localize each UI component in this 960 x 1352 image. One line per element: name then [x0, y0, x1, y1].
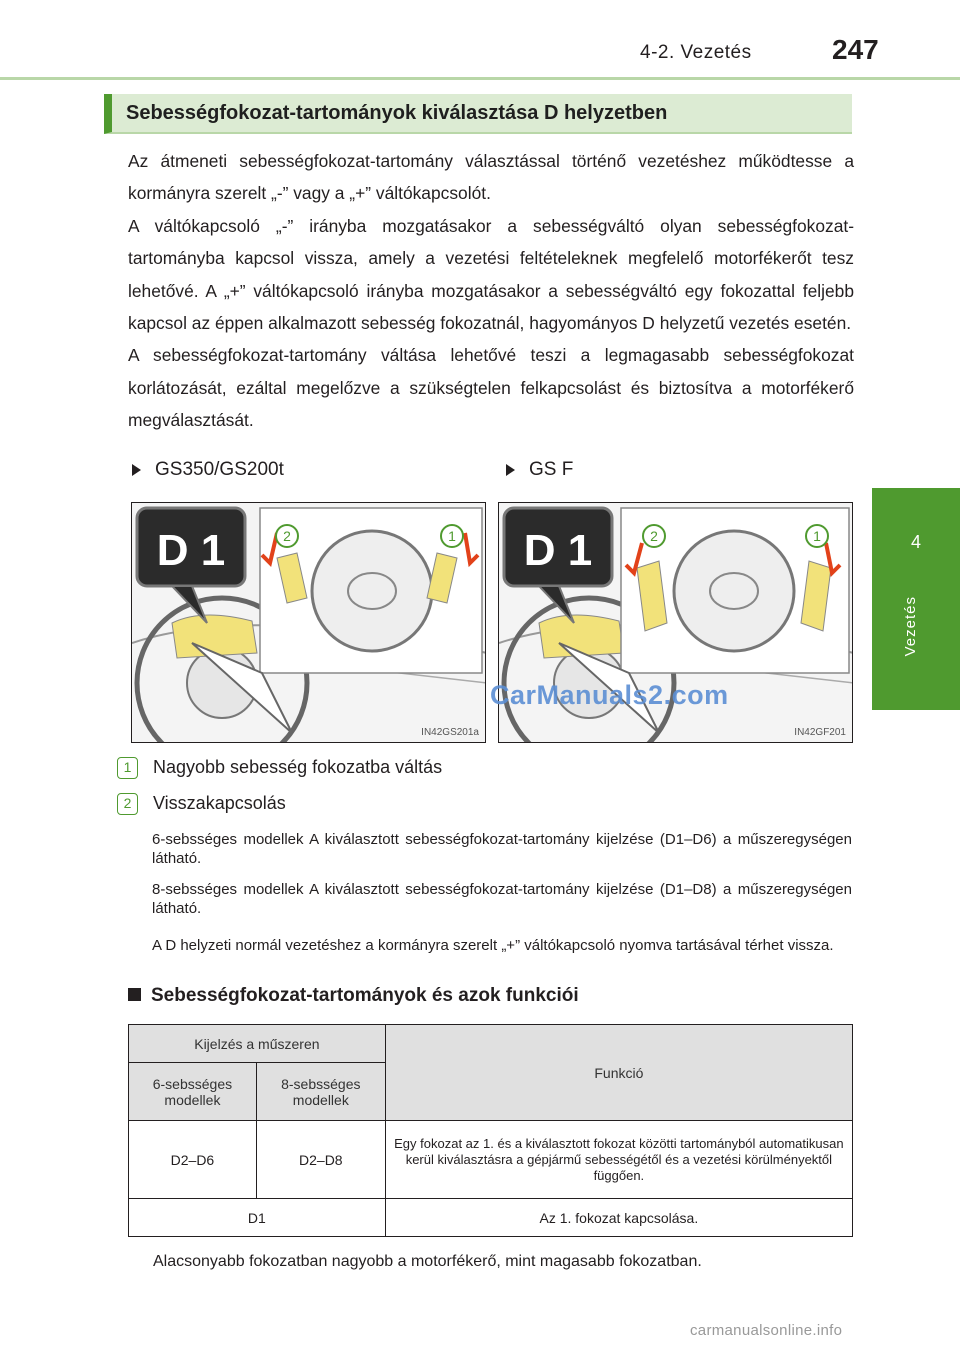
- table-header-6speed: 6-sebsséges modellek: [129, 1063, 257, 1121]
- subsection-heading: Sebességfokozat-tartományok és azok funkciói: [128, 985, 579, 1007]
- list-item: [117, 757, 443, 779]
- header-section: 4-2. Vezetés: [640, 42, 752, 63]
- function-table: [128, 1024, 853, 1237]
- page-number: 247: [832, 34, 879, 65]
- number-badge: 1: [117, 757, 138, 779]
- list-item: [117, 793, 286, 815]
- item-text: Visszakapcsolás: [153, 793, 286, 813]
- table-cell: D2–D8: [256, 1121, 385, 1199]
- figure-code: IN42GF201: [794, 727, 846, 738]
- gear-display: D 1: [523, 526, 593, 575]
- table-cell: Az 1. fokozat kapcsolása.: [385, 1199, 852, 1237]
- note: A D helyzeti normál vezetéshez a kormányra szerelt „+” váltókapcsoló nyomva tartásával térhet vissza.: [152, 937, 834, 954]
- body-paragraph: Az átmeneti sebességfokozat-tartomány választással történő vezetéshez működtesse a kormányra szerelt „-” vagy a „+” váltókapcsolót.: [128, 151, 854, 204]
- section-title: Sebességfokozat-tartományok kiválasztása D helyzetben: [126, 102, 668, 124]
- steering-wheel-illustration: [132, 503, 486, 743]
- watermark: CarManuals2.com: [490, 680, 729, 710]
- callout-1: 1: [448, 528, 456, 544]
- triangle-bullet-icon: [132, 464, 141, 476]
- variant-label-gs350: GS350/GS200t: [132, 459, 284, 481]
- body-text: [128, 145, 854, 437]
- square-bullet-icon: [128, 988, 141, 1001]
- figure-code: IN42GS201a: [421, 727, 479, 738]
- note: 6-sebsséges modellek A kiválasztott sebességfokozat-tartomány kijelzése (D1–D6) a műszeregységen látható.: [152, 831, 852, 867]
- note: 8-sebsséges modellek A kiválasztott sebességfokozat-tartomány kijelzése (D1–D8) a műszeregységen látható.: [152, 881, 852, 917]
- footer-note: Alacsonyabb fokozatban nagyobb a motorfékerő, mint magasabb fokozatban.: [153, 1253, 702, 1270]
- header-divider: [0, 77, 960, 80]
- section-heading: [104, 94, 852, 134]
- gear-display: D 1: [156, 526, 226, 575]
- table-cell: Egy fokozat az 1. és a kiválasztott fokozat közötti tartományból automatikusan kerül kiválasztásra a gépjármű sebességétől és a vezetési körülményektől függően.: [385, 1121, 852, 1199]
- table-cell: D1: [129, 1199, 386, 1237]
- footer-logo: carmanualsonline.info: [690, 1322, 843, 1339]
- body-paragraph: A sebességfokozat-tartomány váltása lehetővé teszi a legmagasabb sebességfokozat korlátozását, ezáltal megelőzve a szükségtelen felkapcsolást és biztosítva a motorfékerő megválasztását.: [128, 345, 854, 431]
- table-header-display: Kijelzés a műszeren: [129, 1025, 386, 1063]
- table-header-8speed: 8-sebsséges modellek: [256, 1063, 385, 1121]
- table-header-function: Funkció: [385, 1025, 852, 1121]
- variant-label-gsf: GS F: [506, 459, 573, 481]
- figure-gs350-steering-wheel: [131, 502, 486, 743]
- callout-2: 2: [650, 528, 658, 544]
- item-text: Nagyobb sebesség fokozatba váltás: [153, 757, 443, 777]
- callout-2: 2: [283, 528, 291, 544]
- chapter-number: 4: [910, 532, 921, 552]
- table-cell: D2–D6: [129, 1121, 257, 1199]
- number-badge: 2: [117, 793, 138, 815]
- body-paragraph: A váltókapcsoló „-” irányba mozgatásakor a sebességváltó olyan sebességfokozat-tartományba kapcsol vissza, amely a vezetési feltételeknek megfelelő motorfékerőt tesz lehetővé. A „+” váltókapcsoló irányba mozgatásakor a sebességváltó egy fokozattal feljebb kapcsol az éppen alkalmazott sebesség fokozatnál, hagyományos D helyzetű vezetés esetén.: [128, 215, 854, 334]
- triangle-bullet-icon: [506, 464, 515, 476]
- chapter-label: Vezetés: [902, 596, 919, 657]
- callout-1: 1: [813, 528, 821, 544]
